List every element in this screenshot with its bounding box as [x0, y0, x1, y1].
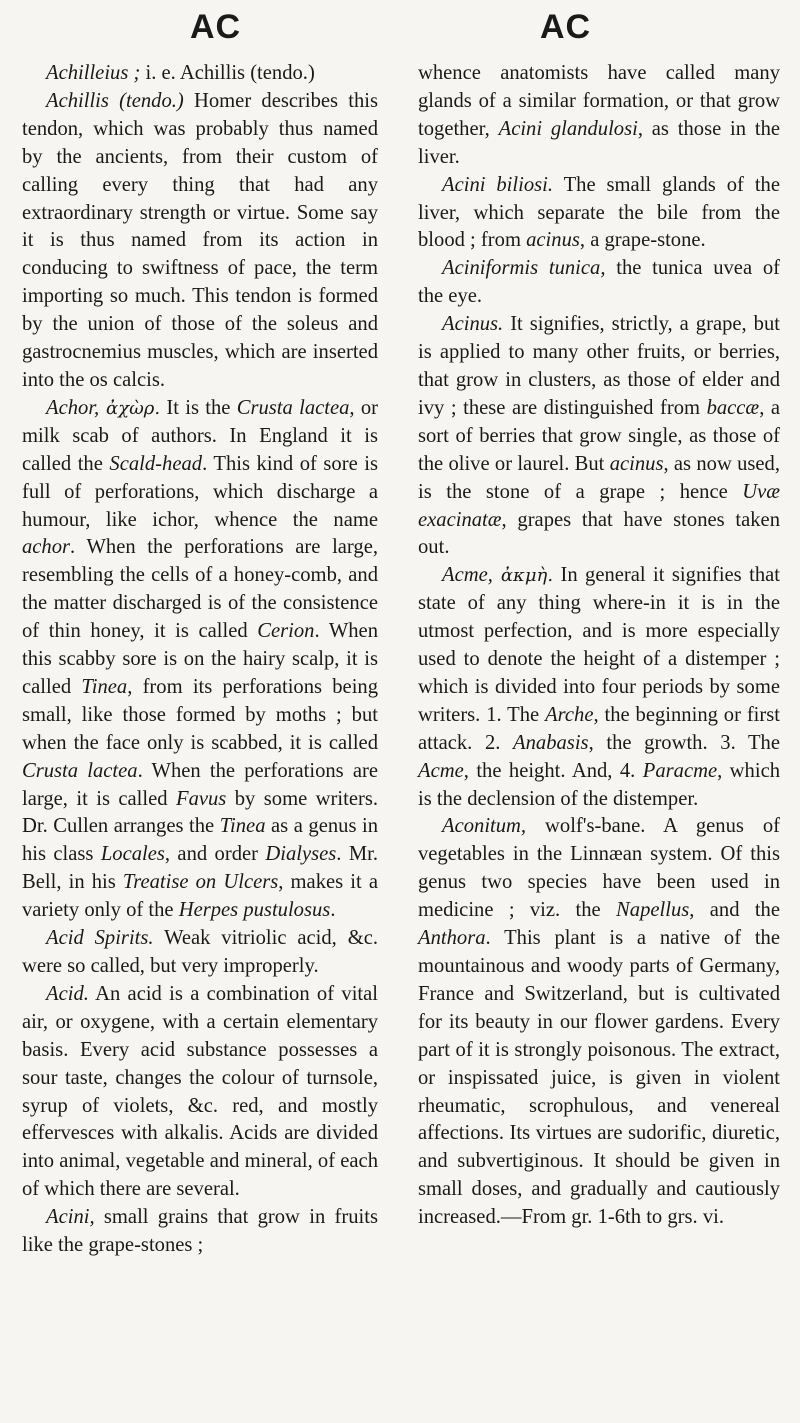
italic-term: Acini glandulosi [498, 117, 638, 140]
entry-text: whence anatomists have called many glands of a similar formation, or that grow together, [418, 62, 780, 140]
greek-term: ἀχὼρ. [99, 397, 161, 419]
italic-term: Favus [175, 787, 227, 810]
entry-text: wolf's-bane. A genus of vegetables in the Linnæan system. Of this genus two species have been used in medicine ; viz. the [418, 815, 780, 922]
headword: Achillis (tendo.) [46, 89, 184, 112]
entry-achor [22, 395, 378, 925]
entry-text: It is the [160, 396, 237, 419]
entry-text: , or milk scab of authors. In England it is called the [22, 396, 379, 475]
italic-term: acinus [609, 452, 664, 475]
headword: Aciniformis tunica, [442, 257, 606, 280]
entry-text: as a genus in his class [22, 815, 379, 866]
italic-term: Anthora [418, 927, 486, 950]
entry-text: Weak vitriolic acid, &c. were so called, but very improperly. [22, 927, 379, 977]
entry-aciniformis [418, 255, 780, 311]
entry-acini-biliosi [418, 172, 780, 256]
entry-text: , grapes that have stones taken out. [418, 508, 780, 559]
entry-text: , as now used, is the stone of a grape ; hence [418, 452, 781, 503]
right-column [418, 60, 780, 1232]
headword: Acinus. [442, 313, 504, 336]
entry-text: The small glands of the liver, which separate the bile from the blood ; from [418, 173, 780, 252]
entry-text: , makes it a variety only of the [22, 871, 378, 922]
italic-term: Uvæ exacinatæ [418, 480, 780, 531]
italic-term: Crusta lactea [22, 759, 138, 782]
headword: Acid Spirits. [46, 927, 154, 950]
headword: Achilleius ; [46, 62, 141, 84]
entry-text: , which is the declension of the distemper. [418, 759, 780, 810]
headword: Acme, [442, 564, 493, 587]
entry-acini [22, 1204, 378, 1260]
greek-term: ἀκμὴ. [492, 565, 554, 587]
entry-achilleius [22, 60, 378, 88]
italic-term: Dialyses [265, 843, 337, 866]
entry-text: , the beginning or first attack. 2. [418, 703, 780, 754]
entry-text: . [330, 899, 336, 922]
italic-term: Cerion [257, 620, 315, 643]
entry-text: . When the perforations are large, resembling the cells of a honey-comb, and the matter discharged is of the consistence of thin honey, it is called [22, 536, 378, 643]
italic-term: Arche [545, 703, 594, 726]
left-column [22, 60, 378, 1260]
entry-text: . This plant is a native of the mountainous and woody parts of Germany, France and Switzerland, but is cultivated for its beauty in our flower gardens. Every part of it is strongly poisonous. The extract, or inspissated juice, is given in violent rheumatic, scrophulous, and venereal affections. Its virtues are sudorific, diuretic, and subvertiginous. It should be given in small doses, and gradually and cautiously increased.—From gr. 1-6th to grs. vi. [418, 927, 780, 1229]
entry-achillis [22, 88, 378, 395]
headword: Acini biliosi. [442, 173, 554, 196]
entry-text: Homer describes this tendon, which was probably thus named by the ancients, from their custom of calling every thing that had any extraordinary strength or virtue. Some say it is thus named from its action in conducing to swiftness of pace, the term importing so much. This tendon is formed by the union of those of the soleus and gastrocnemius muscles, which are inserted into the os calcis. [22, 89, 378, 391]
entry-text: i. e. Achillis (tendo.) [140, 62, 315, 84]
entry-text: , a sort of berries that grow single, as those of the olive or laurel. But [418, 396, 781, 475]
italic-term: achor [22, 536, 71, 559]
italic-term: acinus [526, 229, 580, 252]
italic-term: Tinea [219, 815, 266, 838]
entry-text: , a grape-stone. [579, 229, 706, 252]
italic-term: Napellus [616, 899, 690, 922]
headword: Acid. [46, 982, 89, 1005]
italic-term: Tinea [81, 675, 128, 698]
entry-acid [22, 981, 378, 1204]
entry-acinus [418, 311, 780, 562]
italic-term: Treatise on Ulcers [122, 871, 279, 894]
entry-text: It signifies, strictly, a grape, but is applied to many other fruits, or berries, that grow in clusters, as those of elder and ivy ; these are distinguished from [418, 313, 780, 419]
italic-term: Crusta lactea [236, 396, 350, 419]
entry-aconitum [418, 813, 780, 1232]
entry-text: , as those in the liver. [418, 117, 781, 168]
entry-text: , from its perforations being small, like those formed by moths ; but when the face only is scabbed, it is called [22, 675, 379, 754]
entry-acid-spirits [22, 925, 378, 981]
italic-term: Acme [418, 759, 464, 782]
italic-term: Paracme [642, 759, 718, 782]
entry-text: An acid is a combination of vital air, or oxygene, with a certain elementary basis. Every acid substance possesses a sour taste, changes the colour of turnsole, syrup of violets, &c. red, and mostly effervesces with alkalis. Acids are divided into animal, vegetable and mineral, of each of which there are several. [22, 982, 378, 1201]
entry-acme [418, 562, 780, 813]
running-head-left: AC [190, 8, 242, 46]
entry-acini-continued [418, 60, 780, 172]
headword: Achor, [46, 396, 100, 419]
italic-term: Anabasis [513, 731, 589, 754]
headword: Aconitum, [442, 815, 527, 838]
headword: Acini, [46, 1206, 95, 1229]
italic-term: Herpes pustulosus [178, 899, 331, 922]
italic-term: baccæ [706, 396, 760, 419]
entry-text: small grains that grow in fruits like the grape-stones ; [22, 1206, 378, 1257]
entry-text: In general it signifies that state of any thing where-in it is in the utmost perfection, and is more especially used to denote the height of a distemper ; which is divided into four periods by some writers. 1. The [418, 564, 780, 726]
entry-text: , and order [164, 843, 266, 866]
italic-term: Locales [100, 843, 165, 866]
entry-text: , and the [689, 899, 780, 922]
entry-text: by some writers. Dr. Cullen arranges the [22, 787, 378, 838]
italic-term: Scald-head [109, 452, 203, 475]
entry-text: , the growth. 3. The [588, 731, 780, 754]
entry-text: . When the perforations are large, it is called [22, 759, 379, 810]
entry-text: the tunica uvea of the eye. [418, 257, 780, 308]
entry-text: , the height. And, 4. [463, 759, 643, 782]
running-head-right: AC [540, 8, 592, 46]
entry-text: . When this scabby sore is on the hairy scalp, it is called [22, 620, 378, 698]
entry-text: . This kind of sore is full of perforations, which discharge a humour, like ichor, whence the name [22, 452, 378, 531]
entry-text: . Mr. Bell, in his [22, 843, 379, 894]
running-head [0, 8, 800, 48]
